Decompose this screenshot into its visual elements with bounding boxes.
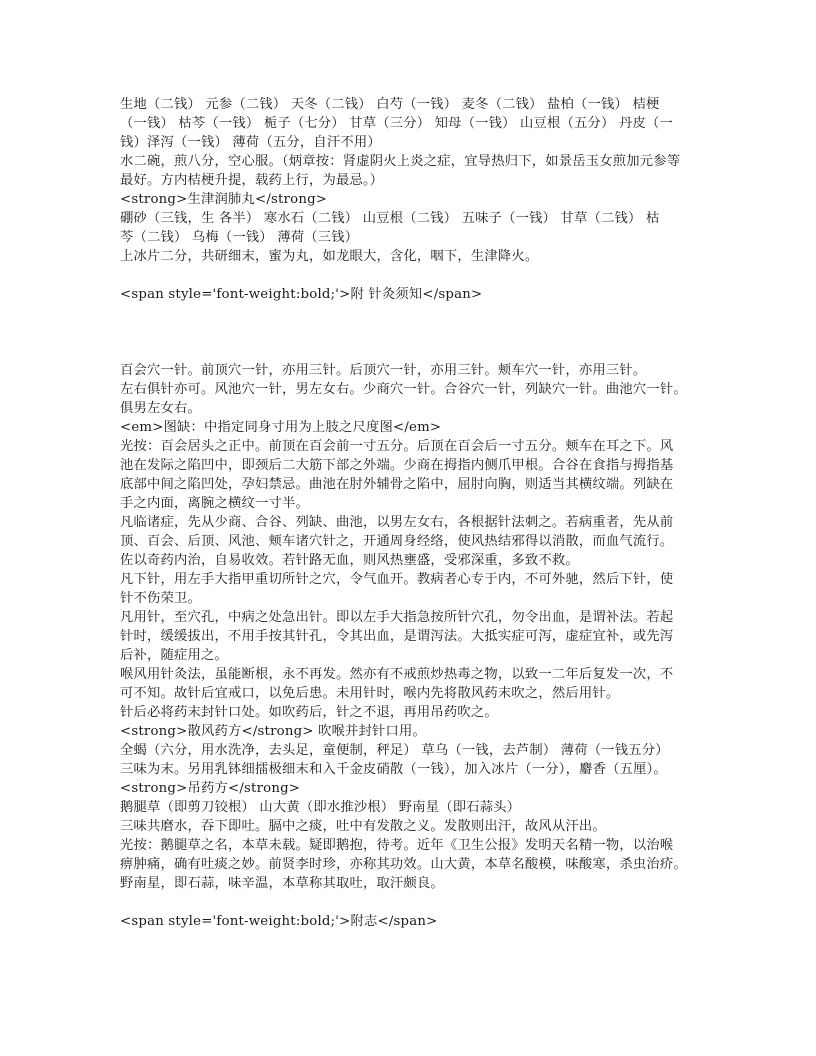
document-page (120, 95, 700, 931)
text-line: 全蝎（六分，用水洗净，去头足，童便制，秤足） 草乌（一钱，去芦制） 薄荷（一钱五分） (120, 743, 669, 758)
text-line: （一钱） 枯芩（一钱） 栀子（七分） 甘草（三分） 知母（一钱） 山豆根（五分） 丹皮（一 (120, 116, 673, 131)
section-heading-acupuncture: <span style='font-weight:bold;'>附 针灸须知</span> (120, 287, 483, 302)
text-line: 上冰片二分，共研细末，蜜为丸，如龙眼大，含化，咽下，生津降火。 (120, 249, 539, 264)
text-line: 水二碗，煎八分，空心服。（炳章按：肾虚阴火上炎之症，宜导热归下，如景岳玉女煎加元参等 (120, 154, 681, 169)
text-line: 鹅腿草（即剪刀铰根） 山大黄（即水推沙根） 野南星（即石蒜头） (120, 800, 521, 815)
acupuncture-section (120, 361, 700, 893)
text-line: 底部中间之陷凹处，孕妇禁忌。曲池在肘外辅骨之陷中，屈肘向胸，则适当其横纹端。列缺在 (120, 477, 674, 492)
formula-title: <strong>吊药方</strong> (120, 781, 301, 796)
text-line: 硼砂（三钱，生 各半） 寒水石（二钱） 山豆根（二钱） 五味子（一钱） 甘草（二钱） 枯 (120, 211, 660, 226)
text-line: 针后必将药末封针口处。如吹药后，针之不退，再用吊药吹之。 (120, 705, 498, 720)
figure-missing-note: <em>图缺：中指定同身寸用为上肢之尺度图</em> (120, 420, 442, 435)
text-line: 三味为末。另用乳钵细擂极细末和入千金皮硝散（一钱），加入冰片（一分），麝香（五厘）。 (120, 762, 667, 777)
text-line: 顶、百会、后顶、风池、颊车诸穴针之，开通周身经络，使风热结邪得以消散，而血气流行。 (120, 534, 674, 549)
text-line: 喉风用针灸法，虽能断根，永不再发。然亦有不戒煎炒热毒之物，以致一二年后复发一次，不 (120, 667, 674, 682)
spacer (120, 893, 700, 912)
text-line: 痹肿痛，确有吐痰之妙。前贤李时珍，亦称其功效。山大黄，本草名酸模，味酸寒，杀虫治疥。 (120, 857, 687, 872)
text-line: 野南星，即石蒜，味辛温，本草称其取吐，取汗颇良。 (120, 876, 444, 891)
text-line: 生地（二钱） 元参（二钱） 天冬（二钱） 白芍（一钱） 麦冬（二钱） 盐柏（一钱） 桔梗 (120, 97, 660, 112)
text-line: 佐以奇药内治，自易收效。若针路无血，则风热壅盛，受邪深重，多致不救。 (120, 553, 579, 568)
text-line: 凡临诸症，先从少商、合谷、列缺、曲池，以男左女右，各根据针法刺之。若病重者，先从前 (120, 515, 674, 530)
section-heading-appendix: <span style='font-weight:bold;'>附志</span> (120, 914, 438, 929)
text-line: 手之内面，离腕之横纹一寸半。 (120, 496, 309, 511)
text-line: 针时，缓缓拔出，不用手按其针孔，令其出血，是谓泻法。大抵实症可泻，虚症宜补，或先泻 (120, 629, 674, 644)
text-line: 池在发际之陷凹中，即颈后二大筋下部之外端。少商在拇指内侧爪甲根。合谷在食指与拇指基 (120, 458, 674, 473)
text-line: 芩（二钱） 乌梅（一钱） 薄荷（三钱） (120, 230, 359, 245)
text-line: 三味共磨水，吞下即吐。膈中之痰，吐中有发散之义。发散则出汗，故风从汗出。 (120, 819, 606, 834)
text-line: 俱男左女右。 (120, 401, 201, 416)
formula-title: <strong>生津润肺丸</strong> (120, 192, 328, 207)
text-line: 左右俱针亦可。风池穴一针，男左女右。少商穴一针。合谷穴一针，列缺穴一针。曲池穴一针。 (120, 382, 687, 397)
formula-section (120, 95, 700, 266)
text-line: 可不知。故针后宜戒口，以免后患。未用针时，喉内先将散风药末吹之，然后用针。 (120, 686, 620, 701)
spacer (120, 266, 700, 285)
formula-title: <strong>散风药方</strong> 吹喉并封针口用。 (120, 724, 427, 739)
text-line: 百会穴一针。前顶穴一针，亦用三针。后顶穴一针，亦用三针。颊车穴一针，亦用三针。 (120, 363, 647, 378)
text-line: 光按：鹅腿草之名，本草未载。疑即鹅抱，待考。近年《卫生公报》发明天名精一物，以治喉 (120, 838, 674, 853)
text-line: 凡下针，用左手大指甲重切所针之穴，令气血开。教病者心专于内，不可外驰，然后下针，使 (120, 572, 674, 587)
text-line: 钱）泽泻（一钱） 薄荷（五分，自汗不用） (120, 135, 381, 150)
text-line: 凡用针，至穴孔，中病之处急出针。即以左手大指急按所针穴孔，勿令出血，是谓补法。若起 (120, 610, 674, 625)
text-line: 光按：百会居头之正中。前顶在百会前一寸五分。后顶在百会后一寸五分。颊车在耳之下。风 (120, 439, 674, 454)
text-line: 针不伤荣卫。 (120, 591, 201, 606)
spacer (120, 304, 700, 361)
text-line: 后补，随症用之。 (120, 648, 228, 663)
text-line: 最好。方内桔梗升提，载药上行，为最忌。） (120, 173, 384, 188)
